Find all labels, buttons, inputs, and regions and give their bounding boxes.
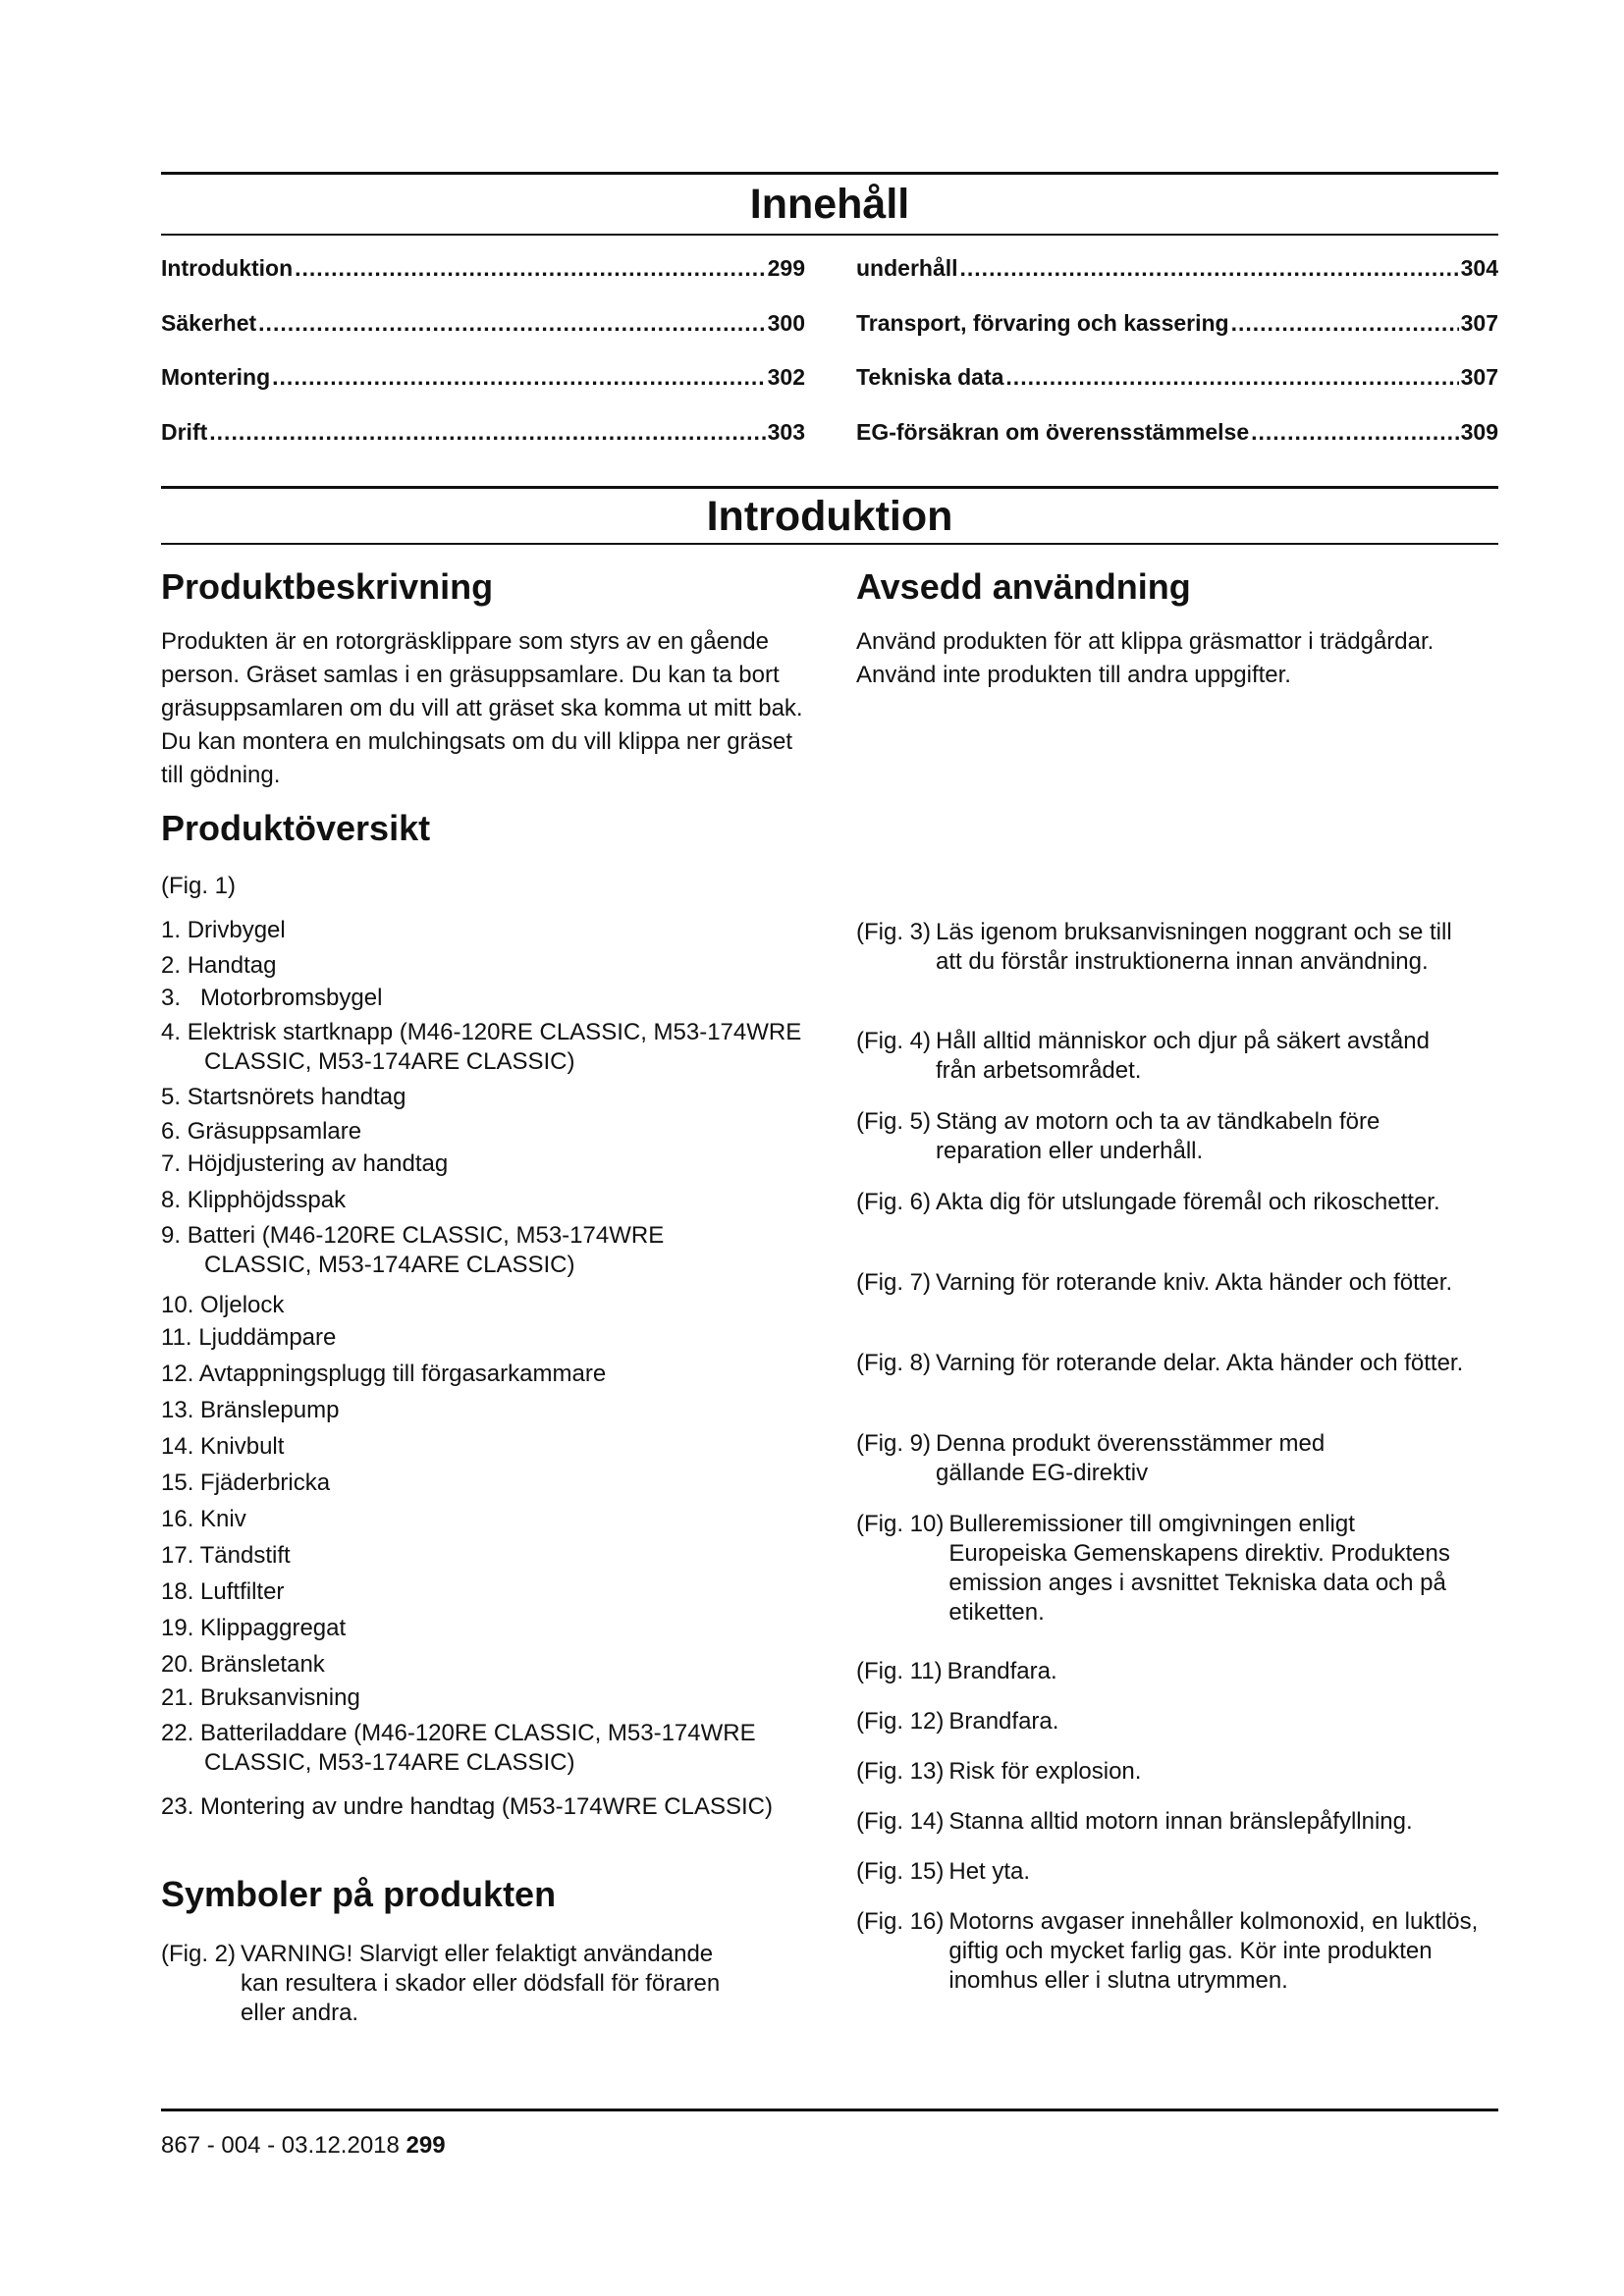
- symbol-figure-ref: (Fig. 2): [161, 1941, 237, 1967]
- toc-entry[interactable]: [856, 255, 1498, 283]
- symbol-description: Varning för roterande delar. Akta händer och fötter.: [936, 1350, 1464, 1376]
- list-item: [161, 1614, 346, 1643]
- symbol-entry: [856, 1757, 1465, 1787]
- list-item-text: Knivbult: [200, 1433, 285, 1460]
- list-item-text: Klipphöjdsspak: [187, 1187, 347, 1213]
- symbol-description: Varning för roterande kniv. Akta händer och fötter.: [936, 1269, 1453, 1296]
- toc-entry-label: Drift: [161, 419, 208, 445]
- list-item-text: Ljuddämpare: [198, 1324, 337, 1351]
- toc-entry-page: 302: [767, 364, 805, 390]
- list-item: [161, 1323, 336, 1353]
- symbol-description: Denna produkt överensstämmer med gällande EG-direktiv: [936, 1430, 1326, 1486]
- symbol-description: Bulleremissioner till omgivningen enligt Europeiska Gemenskapens direktiv. Produktens emission anges i avsnittet Tekniska data och på etiketten.: [948, 1511, 1450, 1626]
- toc-entry-page: 300: [767, 310, 805, 336]
- product-description-text: Produkten är en rotorgräsklippare som styrs av en gående person. Gräset samlas i en gräsuppsamlare. Du kan ta bort gräsuppsamlaren om du vill att gräset ska komma ut mitt bak. Du kan montera en mulchingsats om du vill klippa ner gräset till gödning.: [161, 628, 803, 788]
- symbol-description: Stanna alltid motorn innan bränslepåfyllning.: [948, 1808, 1413, 1835]
- list-item-number: 12.: [161, 1361, 194, 1387]
- toc-entry[interactable]: [856, 419, 1498, 447]
- intro-top-rule: [161, 486, 1498, 489]
- toc-bottom-rule: [161, 234, 1498, 236]
- list-item-text: Fjäderbricka: [200, 1469, 331, 1496]
- toc-entry-label: Transport, förvaring och kassering: [856, 310, 1229, 336]
- list-item: [161, 984, 382, 1013]
- list-item: [161, 1083, 406, 1112]
- list-item-text: Batteri (M46-120RE CLASSIC, M53-174WRE CLASSIC, M53-174ARE CLASSIC): [187, 1222, 665, 1278]
- toc-entry-label: underhåll: [856, 255, 958, 281]
- symbol-figure-ref: (Fig. 16): [856, 1908, 945, 1935]
- symbol-figure-ref: (Fig. 5): [856, 1108, 932, 1135]
- list-item-number: 4.: [161, 1019, 182, 1045]
- toc-top-rule: [161, 172, 1498, 175]
- footer-document-code: 867 - 004 - 03.12.2018: [161, 2132, 400, 2159]
- list-item-number: 7.: [161, 1150, 182, 1177]
- toc-entry[interactable]: [856, 364, 1498, 392]
- toc-entry-label: EG-försäkran om överensstämmelse: [856, 419, 1250, 445]
- list-item: [161, 1186, 346, 1215]
- list-item: [161, 1541, 291, 1571]
- toc-entry-label: Säkerhet: [161, 310, 257, 336]
- list-item-number: 15.: [161, 1469, 194, 1496]
- footer-rule: [161, 2109, 1498, 2111]
- list-item-number: 14.: [161, 1433, 194, 1460]
- toc-leader: [258, 310, 765, 338]
- list-item: [161, 1396, 339, 1425]
- symbol-entry: [856, 1349, 1465, 1378]
- toc-leader: [1231, 310, 1459, 338]
- symbol-description: Håll alltid människor och djur på säkert avstånd från arbetsområdet.: [936, 1028, 1430, 1084]
- symbol-entry: [856, 1857, 1465, 1887]
- list-item-number: 1.: [161, 917, 182, 943]
- toc-entry[interactable]: [161, 255, 805, 283]
- list-item-text: Motorbromsbygel: [200, 985, 383, 1011]
- list-item: [161, 1432, 284, 1462]
- product-overview-heading: Produktöversikt: [161, 808, 431, 848]
- toc-entry-page: 303: [767, 419, 805, 445]
- list-item-number: 22.: [161, 1720, 194, 1746]
- list-item-number: 9.: [161, 1222, 182, 1249]
- list-item-text: Startsnörets handtag: [187, 1084, 406, 1110]
- symbol-entry: [856, 1107, 1465, 1166]
- list-item: [161, 1505, 246, 1534]
- symbol-description: Risk för explosion.: [948, 1758, 1142, 1785]
- list-item-number: 18.: [161, 1578, 194, 1605]
- list-item-text: Handtag: [187, 952, 277, 979]
- symbol-description: Stäng av motorn och ta av tändkabeln före reparation eller underhåll.: [936, 1108, 1380, 1164]
- list-item: [161, 1719, 833, 1778]
- list-item-number: 6.: [161, 1118, 182, 1145]
- intro-title: Introduktion: [706, 493, 953, 540]
- intended-use-text: Använd produkten för att klippa gräsmattor i trädgårdar. Använd inte produkten till andra uppgifter.: [856, 628, 1435, 688]
- symbol-figure-ref: (Fig. 13): [856, 1758, 945, 1785]
- symbol-figure-ref: (Fig. 14): [856, 1808, 945, 1835]
- footer-page-number: 299: [406, 2132, 446, 2159]
- list-item: [161, 1291, 284, 1320]
- list-item-text: Gräsuppsamlare: [187, 1118, 362, 1145]
- footer: [161, 2132, 446, 2160]
- toc-entry-label: Montering: [161, 364, 271, 390]
- toc-leader: [960, 255, 1459, 283]
- symbol-entry: [856, 1707, 1465, 1736]
- symbol-description: Akta dig för utslungade föremål och rikoschetter.: [936, 1189, 1440, 1215]
- toc-entry-page: 307: [1460, 310, 1498, 336]
- list-item-text: Tändstift: [199, 1542, 291, 1569]
- symbol-figure-ref: (Fig. 4): [856, 1028, 932, 1054]
- toc-leader: [209, 419, 765, 447]
- symbol-entry: [856, 1027, 1465, 1086]
- overview-figure-ref: (Fig. 1): [161, 873, 237, 899]
- list-item-number: 21.: [161, 1684, 194, 1711]
- toc-leader: [272, 364, 765, 392]
- toc-leader: [1251, 419, 1459, 447]
- list-item-number: 10.: [161, 1292, 194, 1318]
- symbol-entry: [856, 1907, 1485, 1996]
- symbol-entry: [856, 1429, 1406, 1488]
- toc-leader: [295, 255, 765, 283]
- list-item: [161, 1018, 833, 1077]
- list-item-number: 19.: [161, 1615, 194, 1641]
- list-item-text: Avtappningsplugg till förgasarkammare: [198, 1361, 607, 1387]
- symbol-figure-ref: (Fig. 15): [856, 1858, 945, 1885]
- symbol-figure-ref: (Fig. 10): [856, 1511, 945, 1537]
- list-item-text: Oljelock: [200, 1292, 285, 1318]
- symbol-entry: [856, 1188, 1465, 1217]
- list-item-text: Batteriladdare (M46-120RE CLASSIC, M53-174WRE CLASSIC, M53-174ARE CLASSIC): [200, 1720, 756, 1776]
- list-item: [161, 1683, 360, 1713]
- list-item-number: 8.: [161, 1187, 182, 1213]
- list-item: [161, 1117, 361, 1147]
- list-item-text: Drivbygel: [187, 917, 286, 943]
- symbol-figure-ref: (Fig. 11): [856, 1658, 943, 1684]
- symbol-entry: [856, 1657, 1465, 1686]
- list-item: [161, 1468, 330, 1498]
- list-item-text: Bränsletank: [200, 1651, 325, 1678]
- toc-entry-label: Introduktion: [161, 255, 294, 281]
- toc-leader: [1005, 364, 1458, 392]
- list-item-number: 13.: [161, 1397, 194, 1423]
- list-item-number: 17.: [161, 1542, 194, 1569]
- toc-entry[interactable]: [161, 364, 805, 392]
- list-item-text: Bränslepump: [200, 1397, 340, 1423]
- list-item: [161, 951, 276, 981]
- list-item: [161, 1149, 448, 1179]
- symbol-figure-ref: (Fig. 7): [856, 1269, 932, 1296]
- symbol-figure-ref: (Fig. 6): [856, 1189, 932, 1215]
- list-item-number: 23.: [161, 1793, 194, 1820]
- toc-title: Innehåll: [749, 181, 910, 228]
- toc-entry-page: 309: [1460, 419, 1498, 445]
- list-item-text: Kniv: [200, 1506, 246, 1532]
- list-item: [161, 916, 286, 945]
- symbol-description: Motorns avgaser innehåller kolmonoxid, en luktlös, giftig och mycket farlig gas. Kör inte produkten inomhus eller i slutna utrymmen.: [948, 1908, 1479, 1994]
- symbol-entry: [856, 918, 1465, 977]
- list-item-text: Luftfilter: [200, 1578, 285, 1605]
- symbol-entry: [856, 1510, 1455, 1628]
- toc-entry[interactable]: [161, 310, 805, 338]
- list-item: [161, 1650, 325, 1680]
- symbol-description: VARNING! Slarvigt eller felaktigt användande kan resultera i skador eller dödsfall för föraren eller andra.: [241, 1941, 721, 2026]
- toc-entry[interactable]: [856, 310, 1498, 338]
- toc-entry-label: Tekniska data: [856, 364, 1004, 390]
- list-item-number: 2.: [161, 952, 182, 979]
- symbol-description: Het yta.: [948, 1858, 1031, 1885]
- product-description-heading: Produktbeskrivning: [161, 566, 494, 607]
- toc-entry-page: 307: [1460, 364, 1498, 390]
- symbol-figure-ref: (Fig. 9): [856, 1430, 932, 1457]
- toc-entry-page: 304: [1460, 255, 1498, 281]
- symbol-figure-ref: (Fig. 3): [856, 919, 932, 945]
- list-item-text: Klippaggregat: [200, 1615, 347, 1641]
- list-item-number: 5.: [161, 1084, 182, 1110]
- symbol-description: Läs igenom bruksanvisningen noggrant och se till att du förstår instruktionerna innan användning.: [936, 919, 1452, 975]
- symbols-heading: Symboler på produkten: [161, 1874, 557, 1914]
- list-item-number: 20.: [161, 1651, 194, 1678]
- symbol-description: Brandfara.: [947, 1658, 1057, 1684]
- list-item-text: Elektrisk startknapp (M46-120RE CLASSIC, M53-174WRE CLASSIC, M53-174ARE CLASSIC): [187, 1019, 802, 1075]
- toc-entry[interactable]: [161, 419, 805, 447]
- symbol-entry: [161, 1940, 750, 2028]
- intended-use-heading: Avsedd användning: [856, 566, 1191, 607]
- list-item-number: 16.: [161, 1506, 194, 1532]
- list-item-number: 3.: [161, 985, 182, 1011]
- symbol-figure-ref: (Fig. 12): [856, 1708, 945, 1735]
- list-item: [161, 1221, 774, 1280]
- list-item-text: Montering av undre handtag (M53-174WRE CLASSIC): [200, 1793, 773, 1820]
- list-item-text: Bruksanvisning: [200, 1684, 360, 1711]
- list-item: [161, 1577, 284, 1607]
- list-item-text: Höjdjustering av handtag: [187, 1150, 449, 1177]
- list-item: [161, 1360, 606, 1389]
- list-item: [161, 1792, 774, 1822]
- intro-bottom-rule: [161, 543, 1498, 545]
- symbol-entry: [856, 1268, 1465, 1298]
- symbol-entry: [856, 1807, 1485, 1837]
- toc-entry-page: 299: [767, 255, 805, 281]
- symbol-figure-ref: (Fig. 8): [856, 1350, 932, 1376]
- symbol-description: Brandfara.: [948, 1708, 1059, 1735]
- list-item-number: 11.: [161, 1324, 192, 1351]
